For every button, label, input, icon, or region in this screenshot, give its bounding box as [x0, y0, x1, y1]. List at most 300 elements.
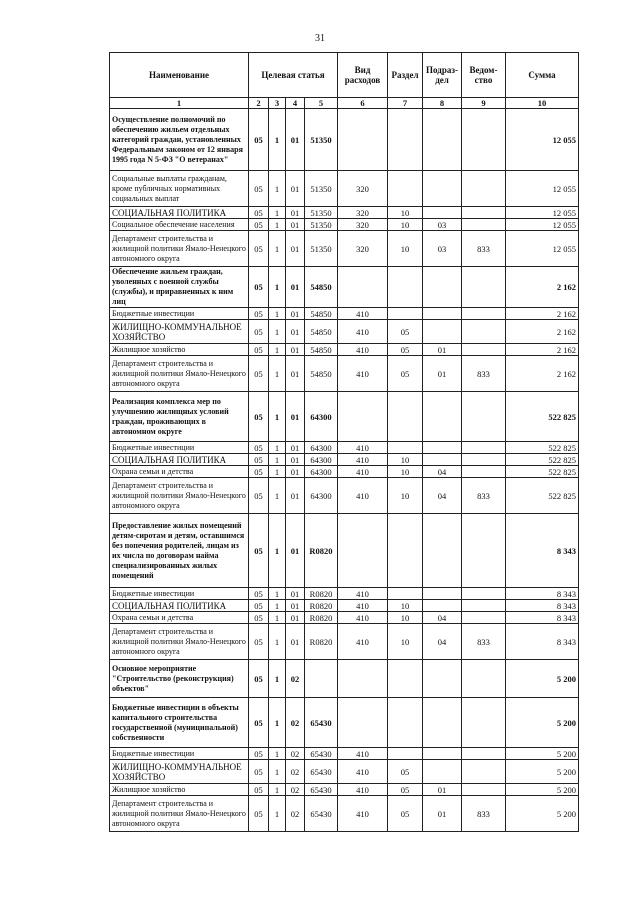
table-row: [110, 514, 579, 588]
code-measure: 01: [286, 600, 305, 612]
code-subprogram: 1: [269, 660, 286, 698]
col-number: 4: [286, 98, 305, 109]
podrazdel: 03: [423, 219, 462, 231]
code-direction: [305, 660, 338, 698]
code-program: 05: [249, 442, 269, 454]
podrazdel: [423, 308, 462, 320]
header-razdel: Раздел: [388, 53, 423, 98]
code-program: 05: [249, 392, 269, 442]
podrazdel: 04: [423, 612, 462, 624]
vedomstvo: [462, 219, 506, 231]
podrazdel: [423, 442, 462, 454]
col-number: 8: [423, 98, 462, 109]
code-measure: 01: [286, 267, 305, 308]
vedomstvo: [462, 784, 506, 796]
podrazdel: 01: [423, 356, 462, 392]
code-direction: 54850: [305, 308, 338, 320]
vid-rashodov: 410: [338, 784, 388, 796]
table-row: [110, 392, 579, 442]
razdel: [388, 588, 423, 600]
razdel: [388, 171, 423, 207]
summa: 12 055: [506, 109, 579, 171]
row-name: Департамент строительства и жилищной политики Ямало-Ненецкого автономного округа: [110, 624, 249, 660]
col-number: 3: [269, 98, 286, 109]
code-program: 05: [249, 588, 269, 600]
razdel: 10: [388, 466, 423, 478]
razdel: 05: [388, 796, 423, 832]
podrazdel: [423, 588, 462, 600]
vedomstvo: [462, 454, 506, 466]
vedomstvo: [462, 660, 506, 698]
code-subprogram: 1: [269, 612, 286, 624]
code-subprogram: 1: [269, 442, 286, 454]
code-direction: R0820: [305, 588, 338, 600]
code-program: 05: [249, 784, 269, 796]
row-name: Департамент строительства и жилищной политики Ямало-Ненецкого автономного округа: [110, 796, 249, 832]
code-measure: 01: [286, 171, 305, 207]
code-measure: 02: [286, 748, 305, 760]
code-subprogram: 1: [269, 748, 286, 760]
summa: 8 343: [506, 612, 579, 624]
code-measure: 01: [286, 231, 305, 267]
vid-rashodov: 410: [338, 748, 388, 760]
table-row: [110, 442, 579, 454]
row-name: Бюджетные инвестиции: [110, 442, 249, 454]
code-program: 05: [249, 109, 269, 171]
row-name: Охрана семьи и детства: [110, 466, 249, 478]
table-row: [110, 308, 579, 320]
row-name: Жилищное хозяйство: [110, 784, 249, 796]
row-name: Департамент строительства и жилищной политики Ямало-Ненецкого автономного округа: [110, 231, 249, 267]
header-podrazdel: Подраз-дел: [423, 53, 462, 98]
summa: 5 200: [506, 760, 579, 784]
col-number: 6: [338, 98, 388, 109]
table-row: [110, 478, 579, 514]
row-name: Департамент строительства и жилищной политики Ямало-Ненецкого автономного округа: [110, 356, 249, 392]
code-direction: 54850: [305, 267, 338, 308]
table-row: [110, 624, 579, 660]
row-name: Бюджетные инвестиции: [110, 748, 249, 760]
vedomstvo: [462, 748, 506, 760]
vedomstvo: 833: [462, 478, 506, 514]
code-program: 05: [249, 219, 269, 231]
code-program: 05: [249, 796, 269, 832]
razdel: 10: [388, 624, 423, 660]
razdel: [388, 109, 423, 171]
table-row: [110, 320, 579, 344]
code-direction: R0820: [305, 624, 338, 660]
podrazdel: 04: [423, 624, 462, 660]
razdel: 10: [388, 219, 423, 231]
code-direction: 51350: [305, 219, 338, 231]
code-subprogram: 1: [269, 320, 286, 344]
podrazdel: [423, 454, 462, 466]
code-subprogram: 1: [269, 698, 286, 748]
code-subprogram: 1: [269, 466, 286, 478]
code-subprogram: 1: [269, 392, 286, 442]
summa: 2 162: [506, 344, 579, 356]
col-number: 1: [110, 98, 249, 109]
row-name: Реализация комплекса мер по улучшению жилищных условий граждан, проживающих в автономном округе: [110, 392, 249, 442]
code-direction: 54850: [305, 344, 338, 356]
code-subprogram: 1: [269, 267, 286, 308]
razdel: 10: [388, 600, 423, 612]
razdel: 10: [388, 612, 423, 624]
code-subprogram: 1: [269, 624, 286, 660]
code-program: 05: [249, 454, 269, 466]
code-subprogram: 1: [269, 454, 286, 466]
code-subprogram: 1: [269, 308, 286, 320]
vedomstvo: 833: [462, 356, 506, 392]
vid-rashodov: 410: [338, 344, 388, 356]
code-subprogram: 1: [269, 207, 286, 219]
code-direction: 64300: [305, 392, 338, 442]
vid-rashodov: 320: [338, 171, 388, 207]
podrazdel: [423, 320, 462, 344]
header-row: [110, 53, 579, 98]
vid-rashodov: 410: [338, 356, 388, 392]
vid-rashodov: 410: [338, 320, 388, 344]
code-subprogram: 1: [269, 514, 286, 588]
summa: 12 055: [506, 231, 579, 267]
podrazdel: [423, 207, 462, 219]
code-direction: 51350: [305, 109, 338, 171]
code-direction: 65430: [305, 796, 338, 832]
razdel: 05: [388, 344, 423, 356]
code-subprogram: 1: [269, 478, 286, 514]
vedomstvo: 833: [462, 796, 506, 832]
code-program: 05: [249, 231, 269, 267]
code-measure: 02: [286, 760, 305, 784]
summa: 8 343: [506, 588, 579, 600]
code-measure: 01: [286, 442, 305, 454]
code-direction: 65430: [305, 698, 338, 748]
table-row: [110, 784, 579, 796]
col-number: 5: [305, 98, 338, 109]
code-subprogram: 1: [269, 109, 286, 171]
code-measure: 01: [286, 478, 305, 514]
code-program: 05: [249, 207, 269, 219]
vedomstvo: [462, 442, 506, 454]
vid-rashodov: 410: [338, 588, 388, 600]
code-direction: 51350: [305, 231, 338, 267]
code-direction: R0820: [305, 612, 338, 624]
row-name: ЖИЛИЩНО-КОММУНАЛЬНОЕ ХОЗЯЙСТВО: [110, 760, 249, 784]
table-row: [110, 796, 579, 832]
code-subprogram: 1: [269, 588, 286, 600]
row-name: Охрана семьи и детства: [110, 612, 249, 624]
podrazdel: 04: [423, 478, 462, 514]
podrazdel: [423, 698, 462, 748]
razdel: [388, 660, 423, 698]
summa: 522 825: [506, 478, 579, 514]
code-measure: 01: [286, 109, 305, 171]
code-direction: 54850: [305, 356, 338, 392]
code-measure: 01: [286, 454, 305, 466]
code-program: 05: [249, 600, 269, 612]
table-row: [110, 588, 579, 600]
table-row: [110, 219, 579, 231]
code-program: 05: [249, 267, 269, 308]
code-direction: 64300: [305, 466, 338, 478]
code-measure: 01: [286, 392, 305, 442]
code-measure: 01: [286, 320, 305, 344]
code-program: 05: [249, 698, 269, 748]
table-row: [110, 109, 579, 171]
vedomstvo: [462, 207, 506, 219]
vid-rashodov: 410: [338, 796, 388, 832]
table-row: [110, 356, 579, 392]
vid-rashodov: 410: [338, 612, 388, 624]
podrazdel: 01: [423, 784, 462, 796]
podrazdel: [423, 267, 462, 308]
vedomstvo: [462, 514, 506, 588]
header-vedomstvo: Ведом-ство: [462, 53, 506, 98]
row-name: Бюджетные инвестиции: [110, 308, 249, 320]
code-program: 05: [249, 748, 269, 760]
col-number: 10: [506, 98, 579, 109]
row-name: Департамент строительства и жилищной политики Ямало-Ненецкого автономного округа: [110, 478, 249, 514]
vid-rashodov: [338, 698, 388, 748]
col-number: 7: [388, 98, 423, 109]
podrazdel: [423, 171, 462, 207]
summa: 12 055: [506, 219, 579, 231]
table-row: [110, 466, 579, 478]
code-subprogram: 1: [269, 796, 286, 832]
code-subprogram: 1: [269, 231, 286, 267]
vedomstvo: [462, 760, 506, 784]
table-row: [110, 207, 579, 219]
table-row: [110, 698, 579, 748]
code-measure: 02: [286, 698, 305, 748]
code-measure: 01: [286, 588, 305, 600]
summa: 2 162: [506, 267, 579, 308]
code-direction: 65430: [305, 784, 338, 796]
code-subprogram: 1: [269, 171, 286, 207]
row-name: ЖИЛИЩНО-КОММУНАЛЬНОЕ ХОЗЯЙСТВО: [110, 320, 249, 344]
vid-rashodov: 410: [338, 760, 388, 784]
vid-rashodov: [338, 392, 388, 442]
code-direction: 54850: [305, 320, 338, 344]
vedomstvo: [462, 171, 506, 207]
code-program: 05: [249, 612, 269, 624]
summa: 522 825: [506, 392, 579, 442]
vedomstvo: [462, 612, 506, 624]
podrazdel: [423, 109, 462, 171]
row-name: Обеспечение жильем граждан, уволенных с военной службы (службы), и приравненных к ним лиц: [110, 267, 249, 308]
page-number: 31: [315, 33, 325, 44]
row-name: Основное мероприятие "Строительство (реконструкция) объектов": [110, 660, 249, 698]
code-measure: 01: [286, 466, 305, 478]
vedomstvo: [462, 466, 506, 478]
col-number: 9: [462, 98, 506, 109]
razdel: [388, 267, 423, 308]
code-program: 05: [249, 478, 269, 514]
table-row: [110, 267, 579, 308]
code-measure: 02: [286, 796, 305, 832]
vid-rashodov: [338, 514, 388, 588]
podrazdel: 01: [423, 796, 462, 832]
row-name: Социальные выплаты гражданам, кроме публичных нормативных социальных выплат: [110, 171, 249, 207]
vedomstvo: [462, 392, 506, 442]
vid-rashodov: [338, 109, 388, 171]
vid-rashodov: [338, 660, 388, 698]
razdel: 10: [388, 478, 423, 514]
code-program: 05: [249, 344, 269, 356]
row-name: Осуществление полномочий по обеспечению жильем отдельных категорий граждан, установленных Федеральным законом от 12 января 1995 года N 5-ФЗ "О ветеранах": [110, 109, 249, 171]
table-row: [110, 171, 579, 207]
code-subprogram: 1: [269, 356, 286, 392]
code-direction: 51350: [305, 207, 338, 219]
code-direction: 51350: [305, 171, 338, 207]
code-measure: 01: [286, 308, 305, 320]
podrazdel: [423, 748, 462, 760]
razdel: [388, 698, 423, 748]
summa: 5 200: [506, 660, 579, 698]
razdel: 10: [388, 231, 423, 267]
table-row: [110, 748, 579, 760]
code-measure: 01: [286, 344, 305, 356]
podrazdel: [423, 660, 462, 698]
vid-rashodov: 410: [338, 442, 388, 454]
summa: 522 825: [506, 466, 579, 478]
podrazdel: 01: [423, 344, 462, 356]
vid-rashodov: 410: [338, 600, 388, 612]
budget-table: [109, 52, 579, 832]
table-row: [110, 231, 579, 267]
code-direction: R0820: [305, 600, 338, 612]
code-program: 05: [249, 308, 269, 320]
vid-rashodov: 320: [338, 207, 388, 219]
vedomstvo: [462, 267, 506, 308]
summa: 522 825: [506, 442, 579, 454]
code-subprogram: 1: [269, 344, 286, 356]
code-direction: 64300: [305, 478, 338, 514]
code-subprogram: 1: [269, 219, 286, 231]
razdel: 10: [388, 454, 423, 466]
summa: 5 200: [506, 796, 579, 832]
summa: 8 343: [506, 600, 579, 612]
vid-rashodov: 320: [338, 219, 388, 231]
razdel: 05: [388, 320, 423, 344]
podrazdel: 03: [423, 231, 462, 267]
row-name: Социальное обеспечение населения: [110, 219, 249, 231]
vedomstvo: [462, 320, 506, 344]
vid-rashodov: 320: [338, 231, 388, 267]
code-program: 05: [249, 466, 269, 478]
razdel: [388, 442, 423, 454]
vedomstvo: 833: [462, 624, 506, 660]
code-program: 05: [249, 624, 269, 660]
code-program: 05: [249, 660, 269, 698]
summa: 522 825: [506, 454, 579, 466]
razdel: [388, 392, 423, 442]
row-name: Жилищное хозяйство: [110, 344, 249, 356]
code-measure: 02: [286, 784, 305, 796]
razdel: [388, 748, 423, 760]
code-measure: 01: [286, 612, 305, 624]
razdel: 10: [388, 207, 423, 219]
code-measure: 01: [286, 207, 305, 219]
vedomstvo: [462, 600, 506, 612]
summa: 5 200: [506, 748, 579, 760]
row-name: Предоставление жилых помещений детям-сиротам и детям, оставшимся без попечения родителей, лицам из их числа по договорам найма специализированных жилых помещений: [110, 514, 249, 588]
summa: 2 162: [506, 356, 579, 392]
table-row: [110, 760, 579, 784]
summa: 8 343: [506, 624, 579, 660]
col-number: 2: [249, 98, 269, 109]
code-direction: 65430: [305, 748, 338, 760]
code-program: 05: [249, 320, 269, 344]
table-row: [110, 454, 579, 466]
vid-rashodov: [338, 267, 388, 308]
vedomstvo: [462, 698, 506, 748]
table-row: [110, 612, 579, 624]
podrazdel: [423, 514, 462, 588]
vid-rashodov: 410: [338, 466, 388, 478]
code-measure: 01: [286, 624, 305, 660]
code-program: 05: [249, 171, 269, 207]
code-program: 05: [249, 514, 269, 588]
vedomstvo: [462, 344, 506, 356]
razdel: 05: [388, 760, 423, 784]
summa: 5 200: [506, 784, 579, 796]
code-direction: 65430: [305, 760, 338, 784]
row-name: СОЦИАЛЬНАЯ ПОЛИТИКА: [110, 600, 249, 612]
header-target: Целевая статья: [249, 53, 338, 98]
summa: 12 055: [506, 207, 579, 219]
podrazdel: [423, 392, 462, 442]
row-name: Бюджетные инвестиции: [110, 588, 249, 600]
razdel: 05: [388, 784, 423, 796]
summa: 2 162: [506, 320, 579, 344]
code-direction: R0820: [305, 514, 338, 588]
vid-rashodov: 410: [338, 308, 388, 320]
summa: 2 162: [506, 308, 579, 320]
code-measure: 01: [286, 219, 305, 231]
table-row: [110, 660, 579, 698]
header-vid: Вид расходов: [338, 53, 388, 98]
razdel: [388, 514, 423, 588]
code-measure: 02: [286, 660, 305, 698]
table-row: [110, 600, 579, 612]
summa: 5 200: [506, 698, 579, 748]
code-measure: 01: [286, 356, 305, 392]
razdel: [388, 308, 423, 320]
row-name: Бюджетные инвестиции в объекты капитального строительства государственной (муниципальной) собственности: [110, 698, 249, 748]
summa: 12 055: [506, 171, 579, 207]
vedomstvo: [462, 308, 506, 320]
podrazdel: [423, 600, 462, 612]
row-name: СОЦИАЛЬНАЯ ПОЛИТИКА: [110, 207, 249, 219]
vid-rashodov: 410: [338, 624, 388, 660]
vedomstvo: [462, 109, 506, 171]
code-direction: 64300: [305, 454, 338, 466]
razdel: 05: [388, 356, 423, 392]
vedomstvo: 833: [462, 231, 506, 267]
code-subprogram: 1: [269, 600, 286, 612]
podrazdel: 04: [423, 466, 462, 478]
code-program: 05: [249, 356, 269, 392]
code-direction: 64300: [305, 442, 338, 454]
row-name: СОЦИАЛЬНАЯ ПОЛИТИКА: [110, 454, 249, 466]
code-measure: 01: [286, 514, 305, 588]
vid-rashodov: 410: [338, 454, 388, 466]
vedomstvo: [462, 588, 506, 600]
code-program: 05: [249, 760, 269, 784]
podrazdel: [423, 760, 462, 784]
column-number-row: [110, 98, 579, 109]
